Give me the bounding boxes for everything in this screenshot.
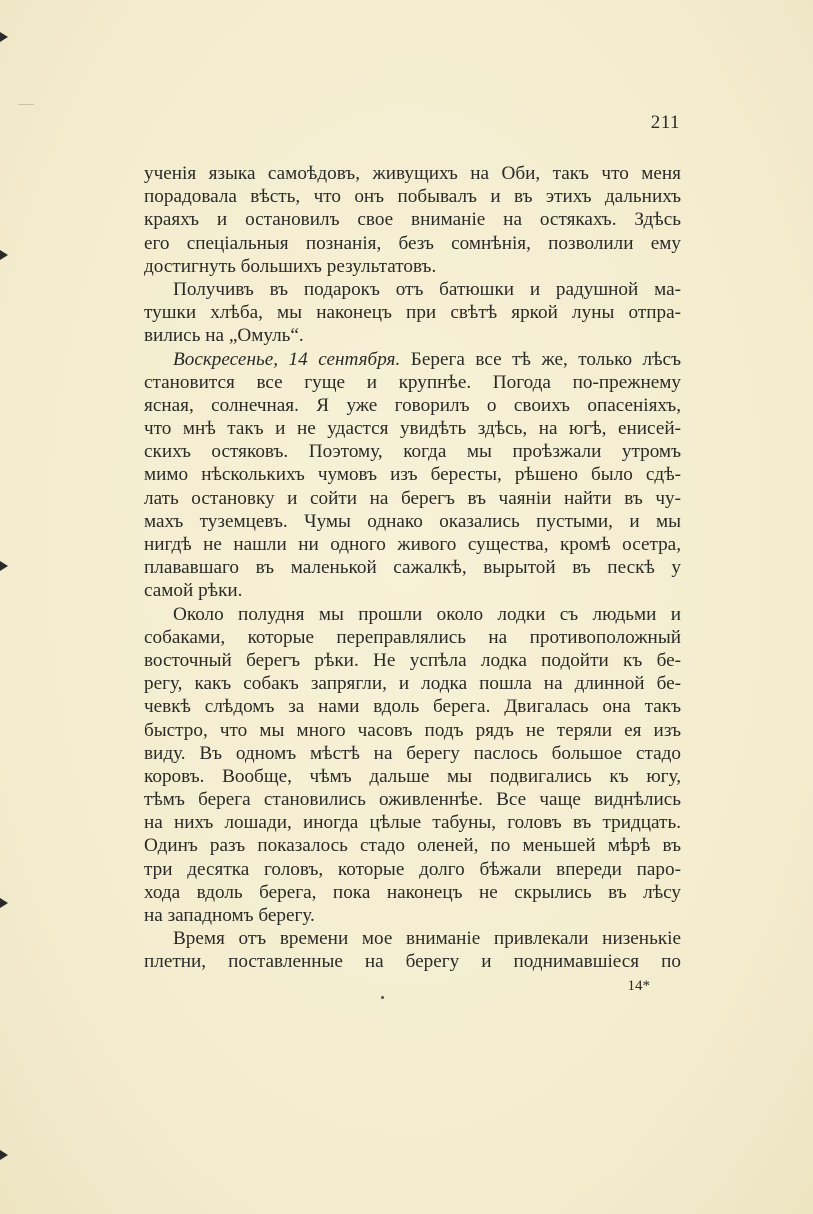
text-line	[144, 463, 681, 486]
binding-tick-mark	[0, 250, 8, 260]
text-line	[144, 510, 681, 533]
text-line	[144, 649, 681, 672]
line-text: плававшаго въ маленькой сажалкѣ, вырытой въ пескѣ у	[144, 557, 681, 579]
line-text: скихъ остяковъ. Поэтому, когда мы проѣзжали утромъ	[144, 441, 681, 463]
text-line	[144, 185, 681, 208]
signature-mark: 14*	[627, 978, 650, 994]
text-line	[144, 904, 681, 927]
line-text: хода вдоль берега, пока наконецъ не скрылись въ лѣсу	[144, 881, 681, 903]
binding-tick-mark	[0, 898, 8, 908]
line-text: его спеціальныя познанія, безъ сомнѣнія, позволили ему	[144, 232, 681, 254]
page-number: 211	[650, 112, 680, 133]
binding-tick-mark	[0, 1150, 8, 1160]
paragraph	[144, 603, 681, 928]
line-text: нигдѣ не нашли ни одного живого существа, кромѣ осетра,	[144, 534, 681, 555]
line-text: плетни, поставленные на берегу и поднимавшіеся по	[144, 951, 681, 973]
text-line	[144, 881, 681, 904]
text-line	[144, 487, 681, 510]
text-line	[144, 811, 681, 834]
line-text: регу, какъ собакъ запрягли, и лодка пошла на длинной бе-	[144, 673, 681, 695]
text-line	[144, 301, 681, 324]
line-text: порадовала вѣсть, что онъ побывалъ и въ этихъ дальнихъ	[144, 186, 681, 208]
text-line	[144, 556, 681, 579]
text-line	[144, 440, 681, 463]
line-text: Время отъ времени мое вниманіе привлекали низенькіе	[173, 928, 681, 950]
line-text: тушки хлѣба, мы наконецъ при свѣтѣ яркой луны отпра-	[144, 302, 681, 324]
line-text: собаками, которые переправлялись на противоположный	[144, 626, 681, 648]
line-text: Получивъ въ подарокъ отъ батюшки и радушной ма-	[173, 278, 681, 300]
text-line	[144, 324, 681, 347]
line-text: что мнѣ такъ и не удастся увидѣть здѣсь, на югѣ, енисей-	[144, 418, 681, 440]
text-line	[144, 950, 681, 973]
line-text: чевкѣ слѣдомъ за нами вдоль берега. Двигалась она такъ	[144, 696, 681, 718]
text-line	[144, 927, 681, 950]
text-line	[144, 208, 681, 231]
line-text: лать остановку и сойти на берегъ въ чаяніи найти въ чу-	[144, 487, 681, 509]
text-line	[144, 788, 681, 811]
text-line	[144, 278, 681, 301]
text-line	[144, 742, 681, 765]
line-text: махъ туземцевъ. Чумы однако оказались пустыми, и мы	[144, 510, 681, 532]
line-text: самой рѣки.	[144, 580, 243, 602]
line-text: на нихъ лошади, иногда цѣлые табуны, головъ въ тридцать.	[144, 812, 681, 834]
text-line	[144, 626, 681, 649]
text-line	[144, 695, 681, 718]
text-line	[144, 348, 681, 371]
paragraph	[144, 278, 681, 348]
binding-tick-mark	[0, 561, 8, 571]
line-text: становится все гуще и крупнѣе. Погода по-прежнему	[144, 371, 681, 393]
line-text: коровъ. Вообще, чѣмъ дальше мы подвигались къ югу,	[144, 765, 681, 787]
text-line	[144, 533, 681, 556]
text-line	[144, 417, 681, 440]
text-line	[144, 765, 681, 788]
text-line	[144, 672, 681, 695]
line-text: виду. Въ одномъ мѣстѣ на берегу паслось большое стадо	[144, 742, 681, 764]
line-text: восточный берегъ рѣки. Не успѣла лодка подойти къ бе-	[144, 649, 681, 671]
line-text: три десятка головъ, которые долго бѣжали впереди паро-	[144, 858, 681, 880]
binding-tick-mark	[0, 32, 8, 42]
text-line	[144, 834, 681, 857]
paragraph	[144, 162, 681, 278]
text-line	[144, 394, 681, 417]
line-text: вились на „Омуль“.	[144, 325, 304, 347]
print-dot	[381, 996, 384, 999]
paragraph	[144, 927, 681, 973]
line-text: краяхъ и остановилъ свое вниманіе на остякахъ. Здѣсь	[144, 209, 681, 231]
line-text: достигнуть большихъ результатовъ.	[144, 255, 437, 277]
line-text: мимо нѣсколькихъ чумовъ изъ бересты, рѣшено было сдѣ-	[144, 464, 681, 486]
paragraph	[144, 348, 681, 603]
margin-mark	[18, 104, 34, 105]
body-text	[144, 162, 681, 974]
text-line	[144, 603, 681, 626]
line-text: Около полудня мы прошли около лодки съ людьми и	[173, 603, 681, 625]
line-text: ученія языка самоѣдовъ, живущихъ на Оби, такъ что меня	[144, 163, 681, 184]
line-text: на западномъ берегу.	[144, 905, 315, 926]
text-line	[144, 719, 681, 742]
diary-date: Воскресенье, 14 сентября.	[173, 348, 401, 370]
line-text: Берега все тѣ же, только лѣсъ	[400, 348, 681, 370]
text-line	[144, 371, 681, 394]
text-line	[144, 232, 681, 255]
line-text: Одинъ разъ показалось стадо оленей, по меньшей мѣрѣ въ	[144, 835, 681, 857]
line-text: тѣмъ берега становились оживленнѣе. Все чаще виднѣлись	[144, 789, 681, 811]
text-line	[144, 162, 681, 185]
text-line	[144, 255, 681, 278]
line-text: ясная, солнечная. Я уже говорилъ о своихъ опасеніяхъ,	[144, 394, 681, 416]
text-line	[144, 579, 681, 602]
text-line	[144, 858, 681, 881]
line-text: быстро, что мы много часовъ подъ рядъ не теряли ея изъ	[144, 719, 681, 741]
